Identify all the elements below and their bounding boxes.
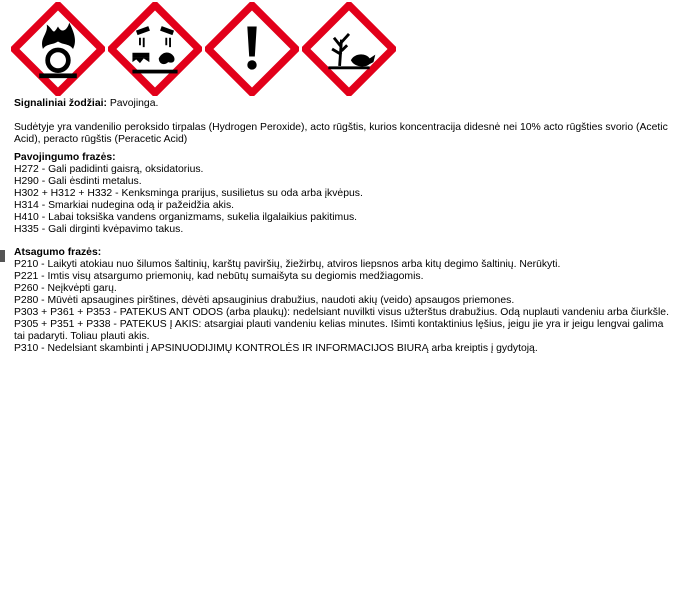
hazard-line: H314 - Smarkiai nudegina odą ir pažeidžia akis. — [14, 200, 235, 211]
corrosion-icon — [108, 2, 202, 96]
precautionary-statements — [14, 247, 674, 355]
precaution-line: P260 - Neįkvėpti garų. — [14, 283, 117, 294]
hazard-line: H272 - Gali padidinti gaisrą, oksidatorius. — [14, 164, 204, 175]
precaution-line: P305 + P351 + P338 - PATEKUS Į AKIS: atsargiai plauti vandeniu kelias minutes. Išimti kontaktinius lęšius, jeigu jie yra ir jeigu lengvai galima tai padaryti. Toliau plauti akis. — [14, 319, 664, 342]
hazard-line: H290 - Gali ėsdinti metalus. — [14, 176, 142, 187]
precaution-line: P310 - Nedelsiant skambinti į APSINUODIJIMŲ KONTROLĖS IR INFORMACIJOS BIURĄ arba kreiptis į gydytoją. — [14, 343, 538, 354]
signal-word-label: Signaliniai žodžiai: — [14, 98, 107, 109]
signal-word-value: Pavojinga. — [109, 98, 159, 109]
precaution-title: Atsagumo frazės: — [14, 247, 102, 258]
hazard-title: Pavojingumo frazės: — [14, 152, 116, 163]
hazard-line: H410 - Labai toksiška vandens organizmams, sukelia ilgalaikius pakitimus. — [14, 212, 358, 223]
signal-word-row — [14, 98, 674, 110]
margin-marker — [0, 250, 5, 262]
ghs-pictograms — [11, 2, 411, 96]
precaution-line: P221 - Imtis visų atsargumo priemonių, kad nebūtų sumaišyta su degiomis medžiagomis. — [14, 271, 424, 282]
hazard-statements — [14, 152, 674, 236]
composition-text: Sudėtyje yra vandenilio peroksido tirpalas (Hydrogen Peroxide), acto rūgštis, kurios koncentracija didesnė nei 10% acto rūgšties svorio (Acetic Acid), peracto rūgštis (Peracetic Acid) — [14, 122, 668, 145]
label-text — [14, 98, 674, 355]
exclamation-mark-icon — [205, 2, 299, 96]
precaution-line: P280 - Mūvėti apsaugines pirštines, dėvėti apsauginius drabužius, naudoti akių (veido) apsaugos priemones. — [14, 295, 515, 306]
hazard-line: H335 - Gali dirginti kvėpavimo takus. — [14, 224, 184, 235]
precaution-line: P303 + P361 + P353 - PATEKUS ANT ODOS (arba plaukų): nedelsiant nuvilkti visus užterštus drabužius. Odą nuplauti vandeniu arba čiurkšle. — [14, 307, 669, 318]
flame-over-circle-icon — [11, 2, 105, 96]
precaution-line: P210 - Laikyti atokiau nuo šilumos šaltinių, karštų paviršių, žiežirbų, atviros liepsnos arba kitų degimo šaltinių. Nerūkyti. — [14, 259, 561, 270]
hazard-line: H302 + H312 + H332 - Kenksminga prarijus, susilietus su oda arba įkvėpus. — [14, 188, 363, 199]
environment-icon — [302, 2, 396, 96]
